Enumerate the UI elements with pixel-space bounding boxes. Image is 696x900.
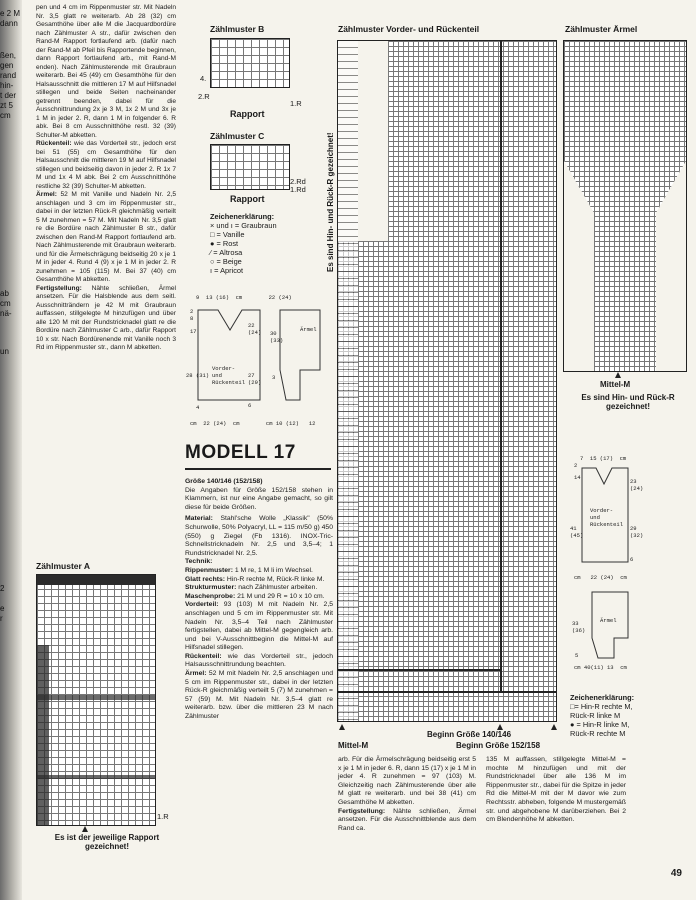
chart-c-title: Zählmuster C: [210, 131, 265, 141]
sketch2-dim: 33 (36): [572, 620, 586, 634]
chart-b-rapport: Rapport: [230, 109, 265, 119]
right-text: 135 M auffassen, stillgelegte Mittel-M = mochte M hinzufügen und mit der Rundstricknadel über alle 136 M im Rippenmuster str., dabei für die Spitze in jeder Rd die Mittel-M mit der M davor wie zum Rechtsstr. abheben, folgende M mustergemäß str. und abgehobene M darüberziehen. Bei 2 cm Blendenhöhe M abketten.: [486, 756, 626, 824]
sketch1-bottom-dims: cm 22 (24) cm cm 10 (12) 12: [190, 420, 316, 427]
material-heading: Material:: [185, 515, 213, 523]
paragraph-fertigstellung: Nähte schließen, Ärmel ansetzen. Für die Halsblende aus dem seitl. Ausschnitträndern je 42 M mit Graubraun auffassen, stillgelegte M hinzufügen und über alle 120 M mit der Rundstricknadel glatt re die Bordüre nach Zählmuster C arb., dafür Rapport 10 x str. Nach Bordürenende mit Vanille noch 3 Rd im Rippenmuster str., dann M abketten.: [36, 284, 176, 351]
sketch1-dim: 2 8: [190, 308, 194, 322]
chart-c-row-label: 2.Rd: [290, 177, 306, 186]
maschenprobe-heading: Maschenprobe:: [185, 592, 236, 600]
maschenprobe-text: 21 M und 29 R = 10 x 10 cm.: [235, 592, 325, 600]
sketch2-top-dims: 7 15 (17) cm: [580, 455, 627, 462]
paragraph-rueckenteil: wie das Vorderteil str., jedoch erst bei 51 (55) cm Gesamthöhe für den Halsausschnitt die mittleren 19 M auf Hilfsnadel stillegen und beidseitig davon in jeder 2. R 1x 7 M und 1x 4 M abk. Bei 2 cm Ausschnitthöhe restliche 32 (39) Schulter-M abketten.: [36, 140, 176, 190]
legend-stitches: [570, 693, 634, 738]
edge-text: cm: [0, 111, 11, 120]
schematic-drawing-size2: [572, 462, 684, 662]
sketch2-armel-label: Ärmel: [600, 617, 617, 624]
legend-item: ● = Rost: [210, 239, 239, 248]
heading-fertigstellung: Fertigstellung:: [36, 284, 82, 292]
chart-b-row-label: 4.: [200, 74, 207, 83]
legend-item: □= Hin-R rechte M,: [570, 702, 633, 711]
struktur-text: nach Zählmuster arbeiten.: [236, 584, 318, 592]
legend-item: □ = Vanille: [210, 230, 245, 239]
model-title: MODELL 17: [185, 442, 296, 463]
edge-text: nä-: [0, 309, 12, 318]
instructions-right-column: [486, 756, 626, 825]
main-chart-begin-2: Beginn Größe 152/158: [456, 741, 541, 750]
edge-text: t der: [0, 91, 17, 100]
rueckenteil-heading: Rückenteil:: [185, 652, 222, 660]
fertigstellung-text: Nähte schließen, Ärmel ansetzen. Für die Ausschnittblende aus dem Rand ca.: [338, 807, 476, 832]
legend-title: Zeichenerklärung:: [210, 212, 275, 221]
sketch2-body-label: Vorder- und Rückenteil: [590, 507, 624, 528]
edge-text: rand: [0, 71, 17, 80]
main-chart-title: Zählmuster Vorder- und Rückenteil: [338, 24, 480, 34]
main-chart-mittel: Mittel-M: [338, 741, 369, 750]
chart-a-dark-band: [37, 695, 155, 700]
edge-text: 2: [0, 584, 5, 593]
chart-a-note: Es ist der jeweilige Rapport gezeichnet!: [54, 833, 160, 851]
sketch2-dim: 41 (45): [570, 525, 584, 539]
sketch2-dim: 23 (24): [630, 478, 644, 492]
arrow-up-icon: [339, 724, 345, 730]
page-number: 49: [670, 868, 682, 879]
main-chart-pattern: [338, 41, 358, 721]
model-instructions: [185, 478, 333, 722]
glatt-heading: Glatt rechts:: [185, 575, 226, 583]
main-chart-begin-1: Beginn Größe 140/146: [427, 730, 512, 739]
arrow-up-icon: [615, 372, 621, 378]
sketch1-body-label: Vorder- und Rückenteil: [212, 365, 246, 386]
vorderteil-text: 93 (103) M mit Nadeln Nr. 2,5 anschlagen und 5 cm im Rippenmuster str. Mit Nadeln Nr. 3,5–4 Teil nach Zählmuster fertigstellen, dabei ab Mittel-M gegengleich arb. und bei V-Ausschnittbeginn die Mittel-M auf Hilfsnadel stillegen.: [185, 601, 333, 652]
sketch2-bottom2-dims: cm 40(11) 13 cm: [574, 664, 627, 671]
chart-a-dark-band: [37, 645, 49, 825]
chart-a-row1-label: 1.R: [157, 812, 169, 821]
instructions-mid-column: [338, 756, 476, 833]
sketch2-dim: 6: [630, 556, 634, 563]
chart-a-dark-band: [37, 775, 155, 779]
rippen-text: 1 M re, 1 M li im Wechsel.: [232, 566, 313, 574]
legend-item: Rück-R rechte M: [570, 729, 626, 738]
heading-aermel: Ärmel:: [36, 191, 57, 198]
glatt-text: Hin-R rechte M, Rück-R linke M.: [225, 575, 325, 583]
sketch1-dim: 22 (24): [248, 322, 262, 336]
size-heading: Größe 140/146 (152/158): [185, 478, 263, 485]
edge-text: cm: [0, 299, 11, 308]
sketch1-dim: 6: [248, 402, 252, 409]
edge-text: e: [0, 604, 5, 613]
mid-text: arb. Für die Ärmelschrägung beidseitig erst 5 x je 1 M in jeder 6. R, dann 15 (17) x je 1 M in jeder 4. R zunehmen = 97 (103) M. Gleichzeitig nach Zählmusterende über alle M glatt re weiterarb. und bei 38 (41) cm Gesamthöhe M abketten.: [338, 756, 476, 806]
edge-text: e 2 M: [0, 9, 21, 18]
instructions-left-column: [36, 4, 176, 353]
sketch1-dim: 30 (33): [270, 330, 284, 344]
legend-item: ● = Hin-R linke M,: [570, 720, 630, 729]
sketch2-dim: 29 (32): [630, 525, 644, 539]
sketch2-bottom-dims: cm 22 (24) cm: [574, 574, 627, 581]
main-chart-vertical-note: Es sind Hin- und Rück-R gezeichnet!: [326, 132, 335, 272]
main-chart-bound-line: [338, 669, 502, 671]
sketch1-dim: 3: [272, 374, 276, 381]
fertigstellung-heading: Fertigstellung:: [338, 807, 386, 815]
edge-text: r: [0, 614, 3, 623]
sketch1-top-dims: 9 13 (16) cm 22 (24): [196, 294, 292, 301]
edge-text: dann: [0, 19, 18, 28]
aermel-heading: Ärmel:: [185, 670, 207, 678]
legend-item: ı = Apricot: [210, 266, 244, 275]
sleeve-chart-mittel: Mittel-M: [600, 380, 631, 389]
size-text: Die Angaben für Größe 152/158 stehen in Klammern, ist nur eine Angabe gemacht, so gilt diese für beide Größen.: [185, 486, 333, 511]
chart-b-row-label: 1.R: [290, 99, 302, 108]
heading-rueckenteil: Rückenteil:: [36, 140, 72, 147]
sketch2-dim: 14: [574, 474, 581, 481]
paragraph-aermel: 52 M mit Vanille und Nadeln Nr. 2,5 anschlagen und 3 cm im Rippenmuster str., dabei in der letzten Rück-R gleichmäßig verteilt 5 M zunehmen = 57 M. Mit Nadeln Nr. 3,5 glatt re die Bordüre nach Zählmuster B str., dafür zwischen den Rand-M Rapport fortlaufend arb. Nach Zählmusterende mit Graubraun weiterarb. und für die Ärmelschrägung beidseitig 20 x je 1 M in jeder 4. Rund 4 (9) x je 1 M in jeder 2. R zunehmen = 105 (115) M. Bei 37 (40) cm Gesamthöhe M abketten.: [36, 191, 176, 283]
main-chart-bound-line: [500, 41, 502, 691]
sketch1-dim: 17: [190, 328, 197, 335]
sleeve-chart-grid: [563, 40, 687, 372]
legend-item: × und ı = Graubraun: [210, 221, 277, 230]
edge-text: gen: [0, 61, 14, 70]
chart-a-dark-band: [37, 575, 155, 585]
chart-a-grid: [36, 574, 156, 826]
technik-heading: Technik:: [185, 558, 213, 566]
sketch1-armel-label: Ärmel: [300, 326, 317, 333]
divider: [185, 468, 331, 470]
main-chart-bound-line: [338, 691, 556, 693]
chart-a-title: Zählmuster A: [36, 561, 91, 571]
chart-b-row-label: 2.R: [198, 92, 210, 101]
sleeve-chart-note: Es sind Hin- und Rück-R gezeichnet!: [581, 393, 675, 411]
main-chart-grid: [337, 40, 557, 722]
sleeve-chart-slope: [564, 41, 594, 371]
sketch2-dim: 2: [574, 462, 578, 469]
material-text: Stahl'sche Wolle „Klassik" (50% Schurwolle, 50% Polyacryl, LL = 115 m/50 g) 450 (550) g Ziegel (Fb 1316). INOX-Tric-Schnellstricknadeln Nr. 2,5 und 3,5–4; 1 Rundstricknadel Nr. 2,5.: [185, 515, 333, 557]
edge-text: ab: [0, 289, 9, 298]
chart-b-title: Zählmuster B: [210, 24, 265, 34]
schematic-drawing-size1: [188, 300, 336, 420]
chart-c-row-label: 1.Rd: [290, 185, 306, 194]
chart-b-grid: [210, 38, 290, 88]
previous-page-edge: [0, 0, 22, 900]
sketch1-dim: 4: [196, 404, 200, 411]
sketch2-dim: 5: [575, 652, 579, 659]
arrow-up-icon: [551, 724, 557, 730]
legend-item: Rück-R linke M: [570, 711, 621, 720]
legend-colors: [210, 212, 277, 275]
edge-text: un: [0, 347, 9, 356]
aermel-text: 52 M mit Nadeln Nr. 2,5 anschlagen und 5 cm im Rippenmuster str., dabei in der letzten Rück-R gleichmäßig verteilt 5 (7) M zunehmen = 57 (59) M. Mit Nadeln Nr. 3,5–4 glatt re weiterarb. bzw. über die mittleren 23 M nach Zählmuster: [185, 670, 333, 721]
legend-item: ○ = Beige: [210, 257, 242, 266]
arrow-up-icon: [82, 826, 88, 832]
struktur-heading: Strukturmuster:: [185, 584, 237, 592]
legend-title: Zeichenerklärung:: [570, 693, 635, 702]
sketch1-dim: 28 (31): [186, 372, 210, 379]
edge-text: zt 5: [0, 101, 13, 110]
sleeve-chart-title: Zählmuster Ärmel: [565, 24, 638, 34]
vorderteil-heading: Vorderteil:: [185, 601, 219, 609]
edge-text: hin-: [0, 81, 14, 90]
paragraph-vorderteil-cont: pen und 4 cm im Rippenmuster str. Mit Nadeln Nr. 3,5 glatt re weiterarb. Ab 28 (32) cm Gesamthöhe über alle M die Jacquardbordüre nach Zählmuster A str., dafür zwischen den Rand-M Rapport fortlaufend arb. (dafür nach der Rand-M ab Pfeil bis Rapportende beginnen, dann Rapport fortlaufend arb., mit Rand-M enden). Nach Zählmusterende mit Graubraun weiterarb. Bei 45 (49) cm Gesamthöhe für den Halsausschnitt die mittleren 17 M auf Hilfsnadel stillegen und beide Seiten nacheinander getrennt beenden, dabei für die Ausschnittrundung 2x je 3 M, 1x 2 M und 3x je 1 M in jeder 2. R, dann 1 M in folgender 6. R abk. Bei 8 cm Ausschnitthöhe restl. 32 (39) Schulter-M abketten.: [36, 4, 176, 139]
sleeve-chart-slope: [656, 41, 686, 371]
rueckenteil-text: wie das Vorderteil str., jedoch Halsausschnittrundung beachten.: [185, 652, 333, 669]
sketch1-dim: 27 (29): [248, 372, 262, 386]
chart-c-grid: [210, 144, 290, 190]
edge-text: ßen,: [0, 51, 17, 60]
rippen-heading: Rippenmuster:: [185, 566, 233, 574]
legend-item: ⁄ = Altrosa: [210, 248, 243, 257]
chart-c-rapport: Rapport: [230, 194, 265, 204]
